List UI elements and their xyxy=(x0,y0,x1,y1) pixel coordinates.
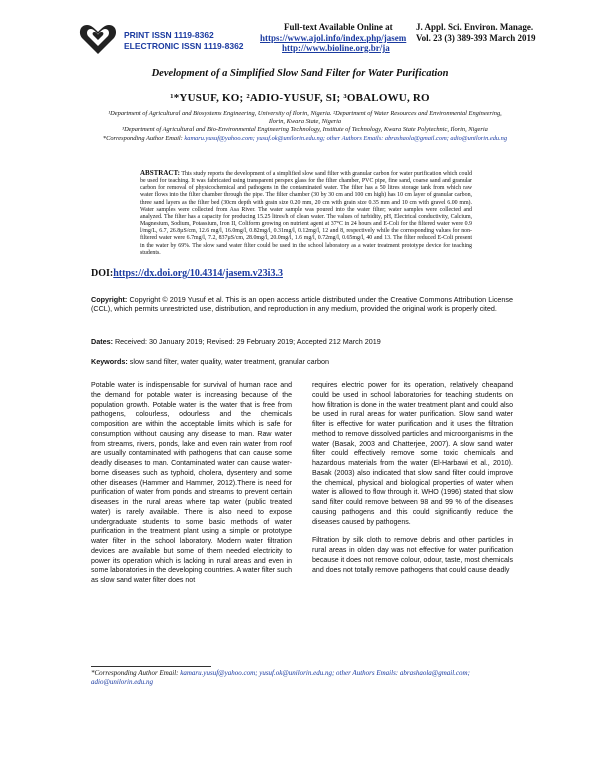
electronic-issn: ELECTRONIC ISSN 1119-8362 xyxy=(124,41,244,51)
print-issn: PRINT ISSN 1119-8362 xyxy=(124,30,214,40)
doi-link[interactable]: https://dx.doi.org/10.4314/jasem.v23i3.3 xyxy=(113,268,283,279)
doi-line xyxy=(91,268,283,279)
bioline-link[interactable]: http://www.bioline.org.br/ja xyxy=(282,43,390,53)
body-paragraph: requires electric power for its operation, relatively cheapand could be used in school laboratories for teaching students on how filtration is done in the water treatment plant and could also be used in rural areas for water purification. Slow sand water filter is effective for water purification and it uses the filtration method to remove dissolved particles and microorganisms in the water (Basak, 2003 and Chatterjee, 2007). A slow sand water filter could effectively remove some toxic chemicals and hazardous materials from the water (El-Harbawi et al., 2010). Basak (2003) also indicated that slow sand filter could improve the chemical, physical and biological properties of water when water is allowed to flow through it. WHO (1996) stated that slow sand filter could remove between 98 and 99 % of the diseases causing pathogens and this could significantly reduce the diseases caused by pathogens. xyxy=(312,382,513,526)
abstract-label: ABSTRACT: xyxy=(140,169,180,177)
copyright-notice xyxy=(91,295,513,314)
paper-title: Development of a Simplified Slow Sand Filter for Water Purification xyxy=(151,68,449,79)
paper-authors: ¹*YUSUF, KO; ²ADIO-YUSUF, SI; ³OBALOWU, RO xyxy=(170,92,430,104)
body-column-right xyxy=(312,381,513,584)
corresponding-emails[interactable]: kamaru.yusuf@yahoo.com; yusuf.ok@unilorin.edu.ng; other Authors Emails: abrashaola@gmail.com; adio@unilorin.edu.ng xyxy=(184,134,508,142)
issn-block xyxy=(124,30,244,52)
keywords-line xyxy=(91,357,329,366)
footnote xyxy=(91,669,515,687)
body-column-left xyxy=(91,381,292,595)
online-availability xyxy=(260,22,406,54)
copyright-label: Copyright: xyxy=(91,295,128,304)
fulltext-label: Full-text Available Online at xyxy=(284,22,393,32)
journal-name: J. Appl. Sci. Environ. Manage. xyxy=(416,22,534,32)
keywords-label: Keywords: xyxy=(91,357,128,366)
dates-label: Dates: xyxy=(91,337,113,346)
ajol-link[interactable]: https://www.ajol.info/index.php/jasem xyxy=(260,32,407,43)
copyright-text: Copyright © 2019 Yusuf et al. This is an open access article distributed under the Creative Commons Attribution License (CCL), which permits unrestricted use, distribution, and reproduction in any medium, provided the original work is properly cited. xyxy=(91,295,513,314)
doi-label: DOI: xyxy=(91,268,114,279)
affiliation-1: ¹Department of Agricultural and Biosystems Engineering, University of Ilorin, Nigeria. ²Department of Water Resources and Environmental Engineering, Ilorin, Kwara State, Nigeria xyxy=(108,110,502,126)
jasem-logo-icon xyxy=(78,20,118,58)
abstract-text: This study reports the development of a simplified slow sand filter with granular carbon for water purification which could be used for teaching. It was fabricated using transparent perspex glass for the filter chamber, PVC pipe, fine sand, coarse sand and granular carbon for removal of physicochemical and pathogens in the contaminated water. The filter has a 50 litres storage tank from which raw water flows into the filter chamber through the pipe. The filter chamber (30 by 30 cm and 100 cm high) has 10 cm layer of granular carbon, three sand layers as the filter bed (30cm depth with grain size 0.20 mm, 20 cm with grain size 0.35 mm and 10 cm with gravel 6.00 mm). Water samples were collected from Asa River. The water sample was poured into the water filter; water samples were collected and analyzed. The filter has a capacity for producing 15.25 litres/h of clean water. The values of turbidity, pH, Electrical conductivity, Calcium, Magnesium, Sodium, Potassium, Iron II, Coliform growing on nutrient agent at 37°C in 24 hours and E-Coli for the filtered water were 0.9 l/mg/L, 6.7, 26.8µS/cm, 12.6 mg/l, 16.0mg/l, 0.82mg/l, 0.31mg/l, 0.12mg/l, 12 and 8, respectively while the corresponding values for non-filtered water were 6.7mg/l, 7.2, 837µS/cm, 28.0mg/l, 20.0mg/l, 1.6 mg/l, 0.72mg/l, 0.65mg/l, 40 and 13. The filter reduced E-Coli present in the water by 69%. The slow sand water filter could be used in the school laboratory as a water treatment prototype device for teaching students. xyxy=(140,171,472,256)
footnote-label: *Corresponding Author Email: xyxy=(91,669,179,677)
affiliations xyxy=(100,110,510,143)
abstract xyxy=(140,170,472,257)
footnote-divider xyxy=(91,666,211,667)
body-paragraph: Filtration by silk cloth to remove debris and other particles in rural areas in olden day was not effective for water purification because it does not remove colour, odour, taste, most chemicals and does not totally remove pathogens that could cause deadly xyxy=(312,537,513,574)
journal-volume: Vol. 23 (3) 389-393 March 2019 xyxy=(416,33,536,43)
keywords-text: slow sand filter, water quality, water treatment, granular carbon xyxy=(129,357,329,366)
corresponding-label: *Corresponding Author Email: xyxy=(102,134,183,142)
corresponding-author xyxy=(100,135,510,143)
footnote-emails[interactable]: kamaru.yusuf@yahoo.com; yusuf.ok@unilorin.edu.ng; other Authors Emails: abrashaola@gmail.com; adio@unilorin.edu.ng xyxy=(91,669,470,686)
body-paragraph: Potable water is indispensable for survival of human race and the demand for potable water is increasing because of the population growth. Potable water is the water that is free from pathogens, colourless, odourless and the chemicals composition are within the acceptable limits which is safe for consumption without causing any disease to man. Raw water from streams, rivers, ponds, lake and even rain water from roof are usually contaminated with pathogens that can cause some deadly diseases to man. Contaminated water can cause water-borne diseases such as typhoid, cholera, dysentery and some other diseases (Hammer and Hammer, 2012).There is need for purification of water from ponds and streams to prevent certain diseases in the rural areas where tap water (public treated water) is rarely available. There is also need to expose undergraduate students to some basic methods of water purification in the treatment plant using a simple or prototype water filter in the school laboratory. Modern water filtration devices are available but some of them needed electricity to power its operation which is lacking in rural areas and even in some laboratories in the developing countries. A water filter such as slow sand water filter does not xyxy=(91,382,292,584)
dates-line xyxy=(91,337,381,346)
affiliation-3: ³Department of Agricultural and Bio-Environmental Engineering Technology, Institute of Technology, Kwara State Polytechnic, Ilorin, Nigeria xyxy=(122,126,488,134)
journal-info xyxy=(416,22,536,44)
dates-text: Received: 30 January 2019; Revised: 29 February 2019; Accepted 212 March 2019 xyxy=(114,337,381,346)
